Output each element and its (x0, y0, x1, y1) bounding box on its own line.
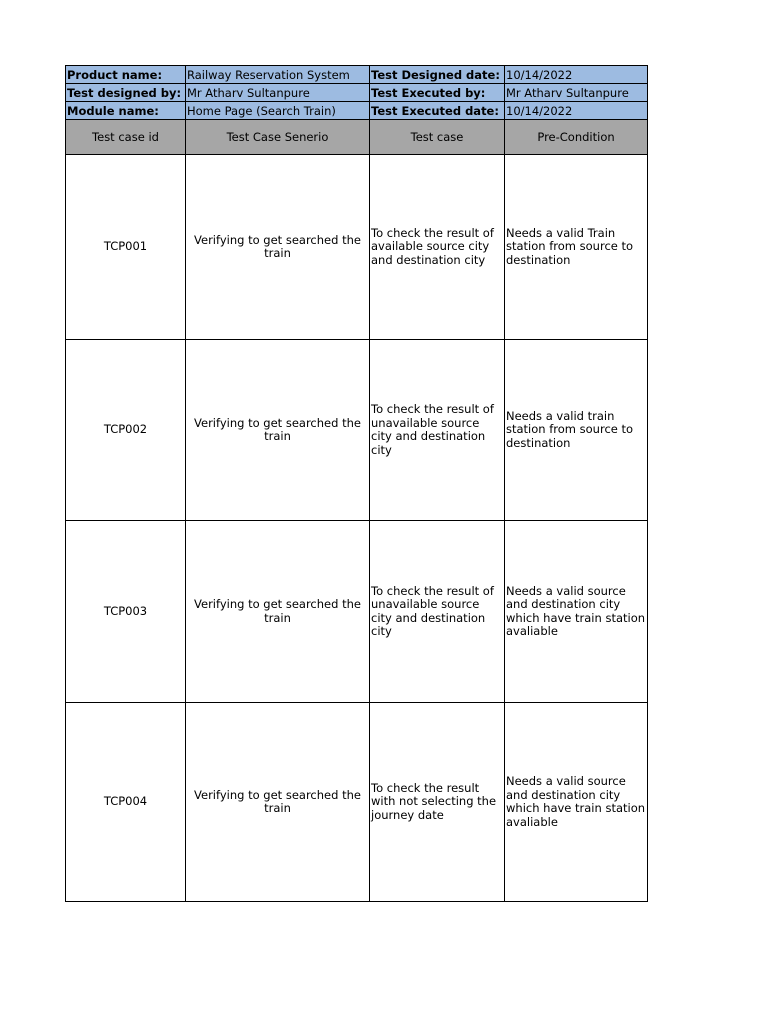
test-case-sheet (65, 65, 647, 902)
column-header-row (66, 120, 648, 155)
precondition-cell: Needs a valid source and destination city which have train station avaliable (505, 703, 648, 902)
test-executed-by-label: Test Executed by: (370, 84, 505, 102)
scenario-cell: Verifying to get searched the train (186, 703, 370, 902)
test-executed-date-label: Test Executed date: (370, 102, 505, 120)
column-header-id: Test case id (66, 120, 186, 155)
table-row (66, 155, 648, 340)
table-row (66, 340, 648, 521)
module-name-label: Module name: (66, 102, 186, 120)
test-case-cell: To check the result with not selecting the journey date (370, 703, 505, 902)
column-header-scenario: Test Case Senerio (186, 120, 370, 155)
meta-row-designed-by (66, 84, 648, 102)
test-executed-date-value: 10/14/2022 (505, 102, 648, 120)
test-case-id-cell: TCP001 (66, 155, 186, 340)
test-case-cell: To check the result of unavailable source city and destination city (370, 340, 505, 521)
meta-row-product (66, 66, 648, 84)
precondition-cell: Needs a valid Train station from source to destination (505, 155, 648, 340)
module-name-value: Home Page (Search Train) (186, 102, 370, 120)
product-name-label: Product name: (66, 66, 186, 84)
scenario-cell: Verifying to get searched the train (186, 155, 370, 340)
meta-row-module (66, 102, 648, 120)
test-case-cell: To check the result of unavailable source city and destination city (370, 521, 505, 703)
test-case-id-cell: TCP003 (66, 521, 186, 703)
table-row (66, 703, 648, 902)
test-case-table (65, 65, 648, 902)
test-designed-by-value: Mr Atharv Sultanpure (186, 84, 370, 102)
test-case-cell: To check the result of available source city and destination city (370, 155, 505, 340)
column-header-test-case: Test case (370, 120, 505, 155)
test-designed-date-label: Test Designed date: (370, 66, 505, 84)
scenario-cell: Verifying to get searched the train (186, 340, 370, 521)
scenario-cell: Verifying to get searched the train (186, 521, 370, 703)
test-case-id-cell: TCP002 (66, 340, 186, 521)
test-executed-by-value: Mr Atharv Sultanpure (505, 84, 648, 102)
column-header-precondition: Pre-Condition (505, 120, 648, 155)
test-case-id-cell: TCP004 (66, 703, 186, 902)
product-name-value: Railway Reservation System (186, 66, 370, 84)
table-row (66, 521, 648, 703)
test-designed-by-label: Test designed by: (66, 84, 186, 102)
precondition-cell: Needs a valid source and destination city which have train station avaliable (505, 521, 648, 703)
precondition-cell: Needs a valid train station from source to destination (505, 340, 648, 521)
test-designed-date-value: 10/14/2022 (505, 66, 648, 84)
